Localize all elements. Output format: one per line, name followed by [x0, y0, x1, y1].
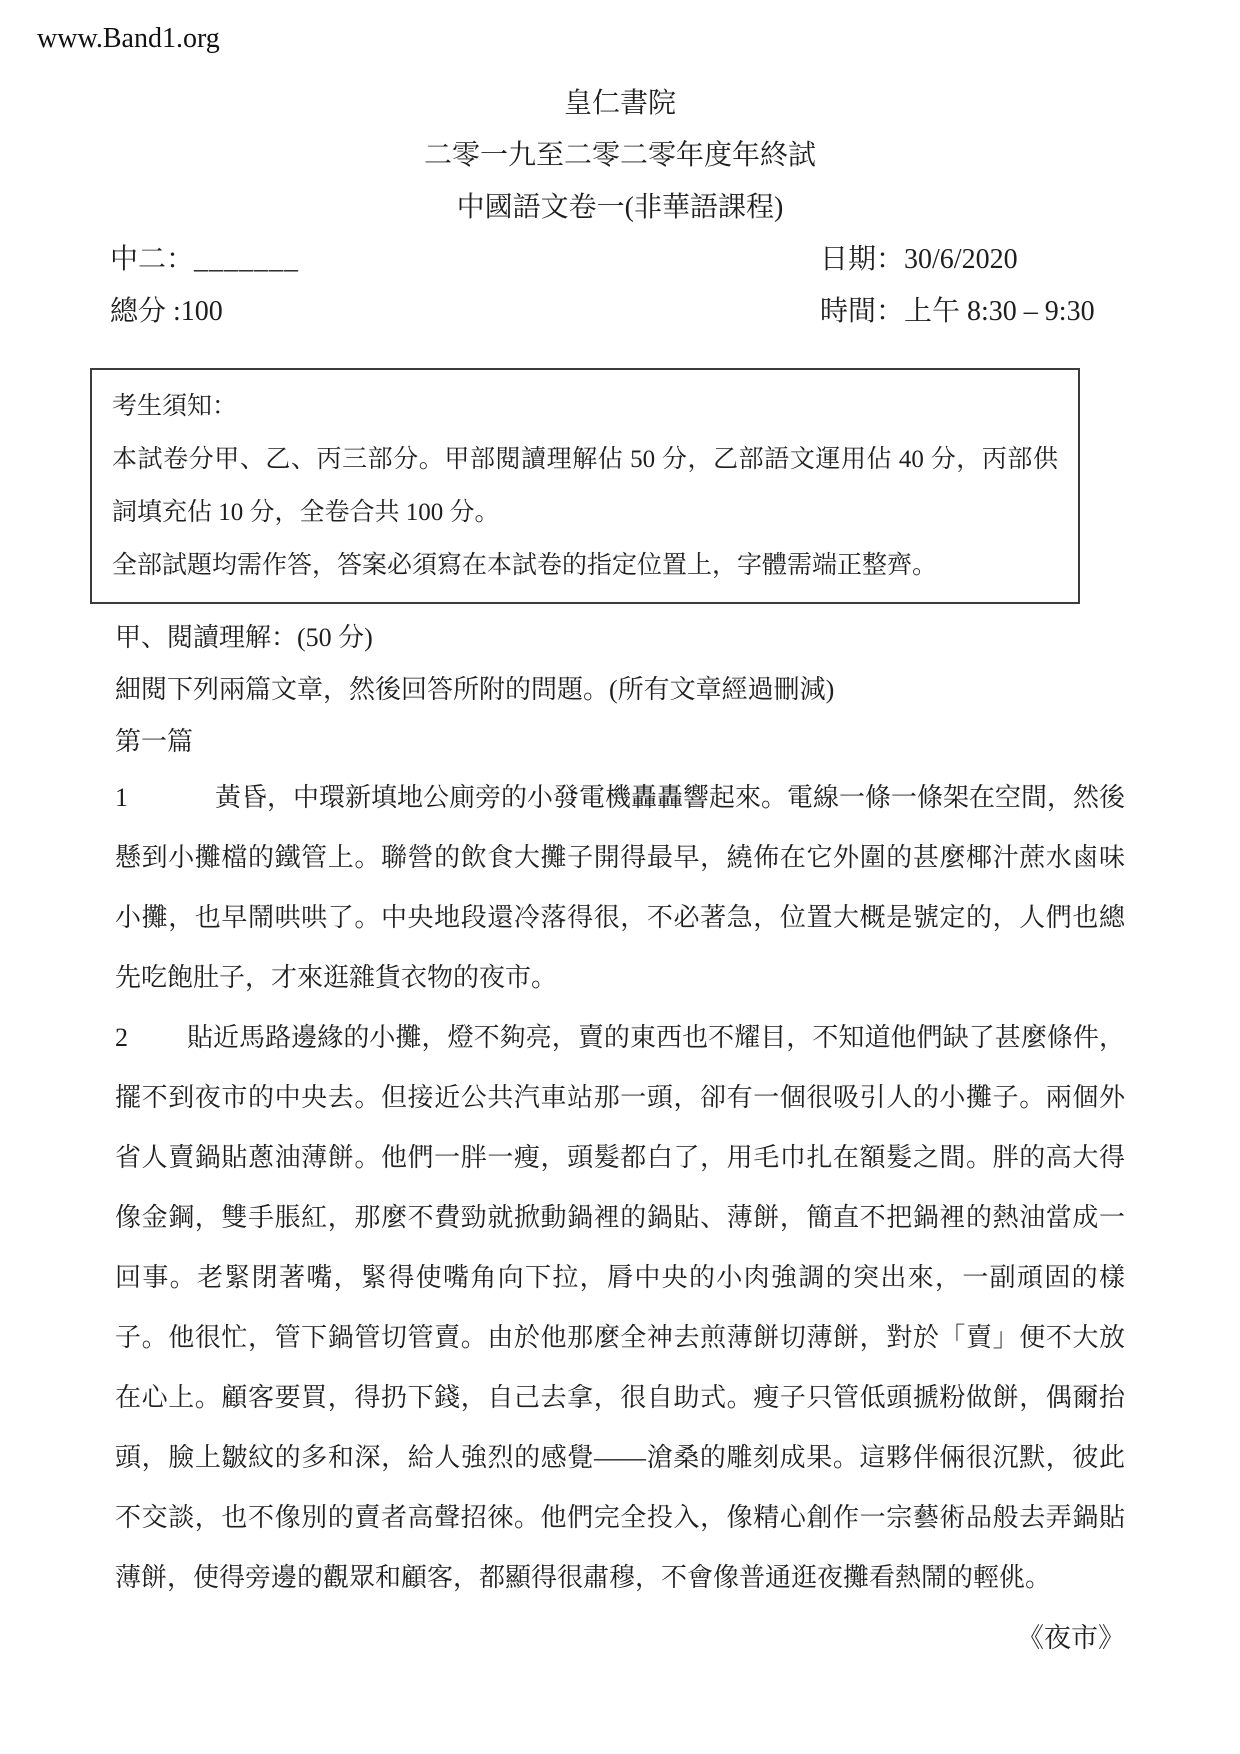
date-label: 日期：	[820, 244, 905, 275]
info-row-1	[110, 234, 1120, 286]
class-label: 中二：	[110, 244, 195, 275]
notice-line: 本試卷分甲、乙、丙三部分。甲部閱讀理解佔 50 分，乙部語文運用佔 40 分，丙部供詞填充佔 10 分，全卷合共 100 分。	[112, 446, 1058, 526]
time-label: 時間：	[820, 296, 905, 327]
watermark-url: www.Band1.org	[37, 23, 220, 54]
total-score-field	[110, 286, 820, 338]
time-field	[820, 286, 1120, 338]
notice-line: 全部試題均需作答，答案必須寫在本試卷的指定位置上，字體需端正整齊。	[112, 552, 938, 579]
section-heading: 甲、閱讀理解：(50 分)	[115, 623, 373, 652]
total-value: 100	[180, 296, 223, 327]
time-value: 上午 8:30 – 9:30	[904, 296, 1095, 327]
date-field	[820, 234, 1120, 286]
paper-title: 中國語文卷一(非華語課程)	[456, 192, 784, 223]
paragraph-text: 黃昏，中環新填地公廁旁的小發電機轟轟響起來。電線一條一條架在空間，然後懸到小攤檔的鐵管上。聯營的飲食大攤子開得最早，繞佈在它外圍的甚麼椰汁蔗水鹵味小攤，也早鬧哄哄了。中央地段還冷落得很，不必著急，位置大概是號定的，人們也總先吃飽肚子，才來逛雜貨衣物的夜市。	[115, 783, 1126, 992]
paragraph-number: 2	[115, 1023, 128, 1052]
exam-info	[110, 234, 1120, 338]
source-title: 《夜市》	[1017, 1623, 1125, 1653]
class-field	[110, 234, 820, 286]
date-value: 30/6/2020	[904, 244, 1018, 275]
paragraph-text: 貼近馬路邊緣的小攤，燈不夠亮，賣的東西也不耀目，不知道他們缺了甚麼條件，擺不到夜市的中央去。但接近公共汽車站那一頭，卻有一個很吸引人的小攤子。兩個外省人賣鍋貼蔥油薄餅。他們一胖一瘦，頭髮都白了，用毛巾扎在額髮之間。胖的高大得像金鋼，雙手脹紅，那麼不費勁就掀動鍋裡的鍋貼、薄餅，簡直不把鍋裡的熱油當成一回事。老緊閉著嘴，緊得使嘴角向下拉，脣中央的小肉強調的突出來，一副頑固的樣子。他很忙，管下鍋管切管賣。由於他那麼全神去煎薄餅切薄餅，對於「賣」便不大放在心上。顧客要買，得扔下錢，自己去拿，很自助式。瘦子只管低頭搋粉做餅，偶爾抬頭，臉上皺紋的多和深，給人強烈的感覺——滄桑的雕刻成果。這夥伴倆很沉默，彼此不交談，也不像別的賣者高聲招徠。他們完全投入，像精心創作一宗藝術品般去弄鍋貼薄餅，使得旁邊的觀眾和顧客，都顯得很肅穆，不會像普通逛夜攤看熱鬧的輕佻。	[115, 1023, 1125, 1592]
paragraph-number: 1	[115, 783, 128, 812]
passage-section	[115, 612, 1125, 1658]
reading-instruction: 細閱下列兩篇文章，然後回答所附的問題。(所有文章經過刪減)	[115, 675, 835, 704]
school-name: 皇仁書院	[563, 88, 676, 119]
total-label: 總分 :	[110, 296, 181, 327]
notice-box	[90, 368, 1080, 604]
notice-title: 考生須知：	[112, 393, 238, 420]
passage-paragraph	[115, 768, 1125, 1008]
exam-session-title: 二零一九至二零二零年度年終試	[423, 140, 816, 171]
class-blank: _______	[194, 244, 300, 275]
passage-label: 第一篇	[115, 727, 194, 756]
passage-paragraph	[115, 1008, 1125, 1608]
info-row-2	[110, 286, 1120, 338]
